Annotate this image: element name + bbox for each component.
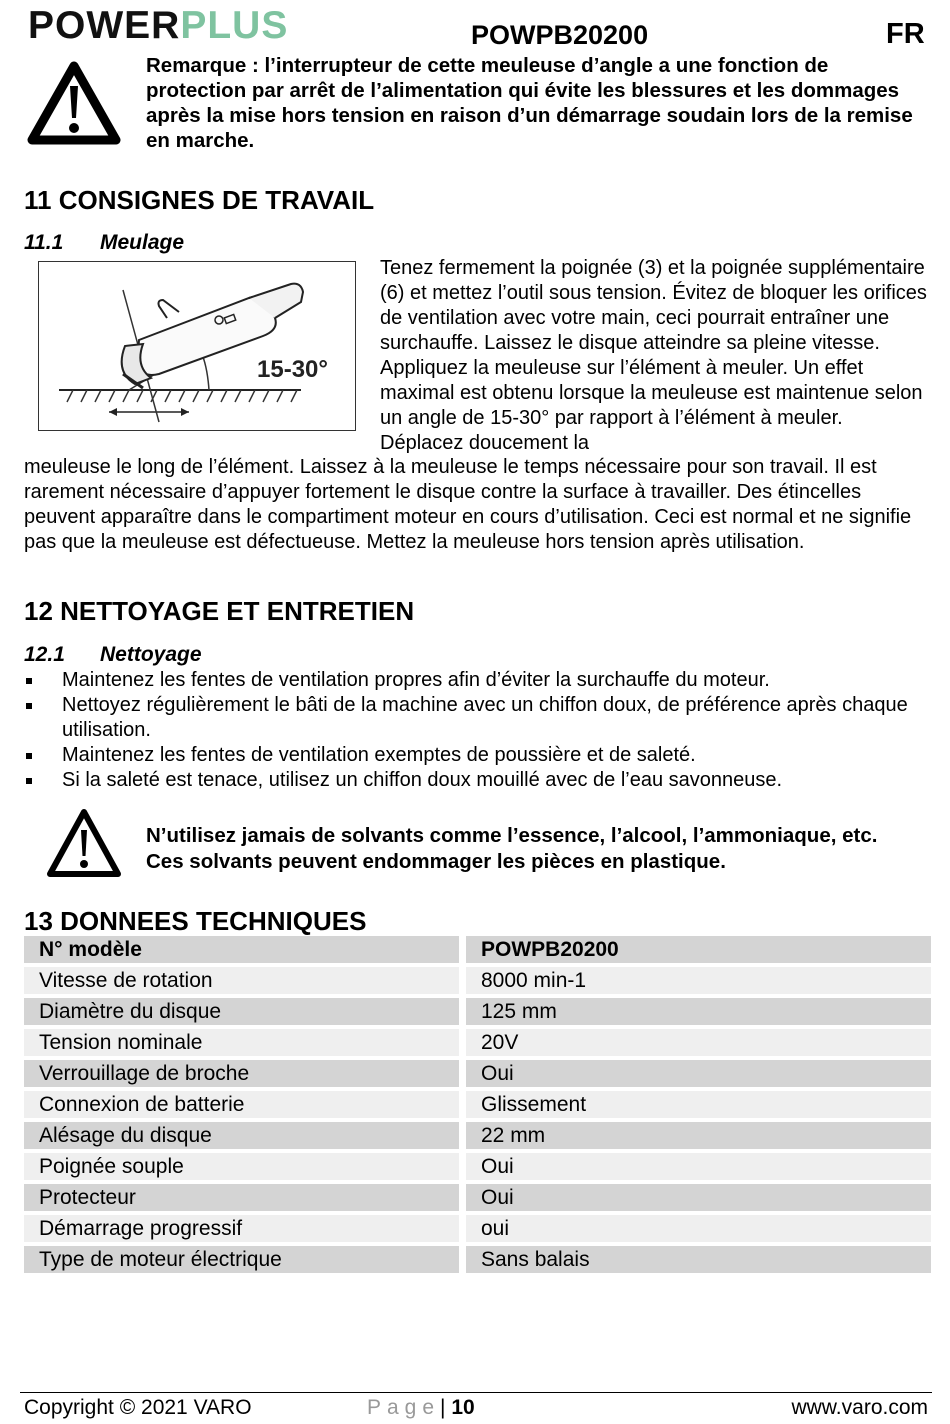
list-item: Nettoyez régulièrement le bâti de la machine avec un chiffon doux, de préférence après chaque utilisation.: [24, 693, 924, 743]
solvent-warning: [146, 823, 936, 875]
table-cell-label: Vitesse de rotation: [24, 967, 459, 998]
note-text: : l’interrupteur de cette meuleuse d’angle a une fonction de protection par arrêt de l’alimentation qui évite les blessures et les dommages après la mise hors tension en raison d’un démarrage soudain lors de la remise en marche.: [146, 54, 913, 152]
table-cell-value: 125 mm: [466, 998, 931, 1029]
footer-page-number: 10: [451, 1396, 475, 1419]
header-language: FR: [886, 18, 925, 50]
solvent-warning-line1: N’utilisez jamais de solvants comme l’essence, l’alcool, l’ammoniaque, etc.: [146, 824, 878, 847]
section-11-1-heading: [24, 231, 184, 255]
table-header-row: [24, 936, 931, 967]
footer-copyright: Copyright © 2021 VARO: [24, 1396, 252, 1419]
table-cell-label: Alésage du disque: [24, 1122, 459, 1153]
logo-part-plus: PLUS: [180, 4, 289, 47]
table-row: [24, 1060, 931, 1091]
solvent-warning-line2: Ces solvants peuvent endommager les pièces en plastique.: [146, 850, 726, 873]
list-item: Si la saleté est tenace, utilisez un chiffon doux mouillé avec de l’eau savonneuse.: [24, 768, 924, 793]
note-label: Remarque: [146, 54, 247, 77]
table-cell-label: Verrouillage de broche: [24, 1060, 459, 1091]
table-cell-label: Connexion de batterie: [24, 1091, 459, 1122]
technical-data-table: [24, 936, 931, 1277]
brand-logo: [28, 4, 288, 48]
logo-part-power: POWER: [28, 4, 181, 47]
table-cell-label: Protecteur: [24, 1184, 459, 1215]
table-cell-value: Oui: [466, 1153, 931, 1184]
footer-divider: [20, 1392, 932, 1393]
table-cell-value: 20V: [466, 1029, 931, 1060]
table-row: [24, 1215, 931, 1246]
table-cell-value: Oui: [466, 1184, 931, 1215]
header-model: POWPB20200: [471, 20, 649, 50]
section-12-1-number: 12.1: [24, 643, 65, 666]
section-11-1-title: Meulage: [100, 231, 185, 254]
table-header-cell: N° modèle: [24, 936, 459, 967]
grinding-paragraph-part2: meuleuse le long de l’élément. Laissez à la meuleuse le temps nécessaire pour son travail. Il est rarement nécessaire d’appuyer fortement le disque contre la surface à travailler. Des étincelles peuvent apparaître dans le compartiment moteur en cours d’utilisation. Ceci est normal et ne signifie pas que la meuleuse est défectueuse. Mettez la meuleuse hors tension après utilisation.: [24, 456, 912, 553]
section-11-title: 11 CONSIGNES DE TRAVAIL: [24, 185, 375, 215]
footer-separator: |: [440, 1396, 446, 1419]
section-12-1-heading: [24, 643, 202, 667]
table-cell-label: Type de moteur électrique: [24, 1246, 459, 1277]
cleaning-bullet-list: [24, 668, 924, 793]
warning-triangle-icon: [26, 60, 122, 146]
table-row: [24, 1246, 931, 1277]
grinding-angle-figure: [38, 261, 356, 431]
note-paragraph: [146, 53, 916, 153]
table-cell-value: Glissement: [466, 1091, 931, 1122]
table-header-cell: POWPB20200: [466, 936, 931, 967]
table-row: [24, 1153, 931, 1184]
section-12-1-title: Nettoyage: [100, 643, 202, 666]
warning-triangle-icon: [44, 806, 124, 880]
grinder-illustration-icon: [39, 262, 355, 430]
table-cell-label: Démarrage progressif: [24, 1215, 459, 1246]
list-item: Maintenez les fentes de ventilation propres afin d’éviter la surchauffe du moteur.: [24, 668, 924, 693]
table-cell-value: 8000 min-1: [466, 967, 931, 998]
footer-website: www.varo.com: [791, 1396, 928, 1419]
table-cell-value: Oui: [466, 1060, 931, 1091]
table-row: [24, 967, 931, 998]
table-cell-label: Tension nominale: [24, 1029, 459, 1060]
footer-page-label: Page: [367, 1396, 441, 1419]
table-cell-value: Sans balais: [466, 1246, 931, 1277]
section-11-1-number: 11.1: [24, 231, 64, 254]
table-row: [24, 1091, 931, 1122]
table-row: [24, 998, 931, 1029]
footer-page-indicator: [367, 1396, 475, 1420]
angle-label: 15-30°: [257, 356, 328, 383]
section-12-title: 12 NETTOYAGE ET ENTRETIEN: [24, 596, 415, 626]
grinding-paragraph-part1: Tenez fermement la poignée (3) et la poignée supplémentaire (6) et mettez l’outil sous tension. Évitez de bloquer les orifices de ventilation avec votre main, ceci pourrait entraîner une surchauffe. Laissez le disque atteindre sa pleine vitesse. Appliquez la meuleuse sur l’élément à meuler. Un effet maximal est obtenu lorsque la meuleuse est maintenue selon un angle de 15-30° par rapport à l’élément à meuler. Déplacez doucement la: [380, 257, 927, 454]
table-row: [24, 1184, 931, 1215]
table-row: [24, 1122, 931, 1153]
table-cell-value: oui: [466, 1215, 931, 1246]
list-item: Maintenez les fentes de ventilation exemptes de poussière et de saleté.: [24, 743, 924, 768]
section-13-title: 13 DONNEES TECHNIQUES: [24, 906, 367, 936]
table-cell-label: Poignée souple: [24, 1153, 459, 1184]
table-row: [24, 1029, 931, 1060]
table-cell-value: 22 mm: [466, 1122, 931, 1153]
table-cell-label: Diamètre du disque: [24, 998, 459, 1029]
